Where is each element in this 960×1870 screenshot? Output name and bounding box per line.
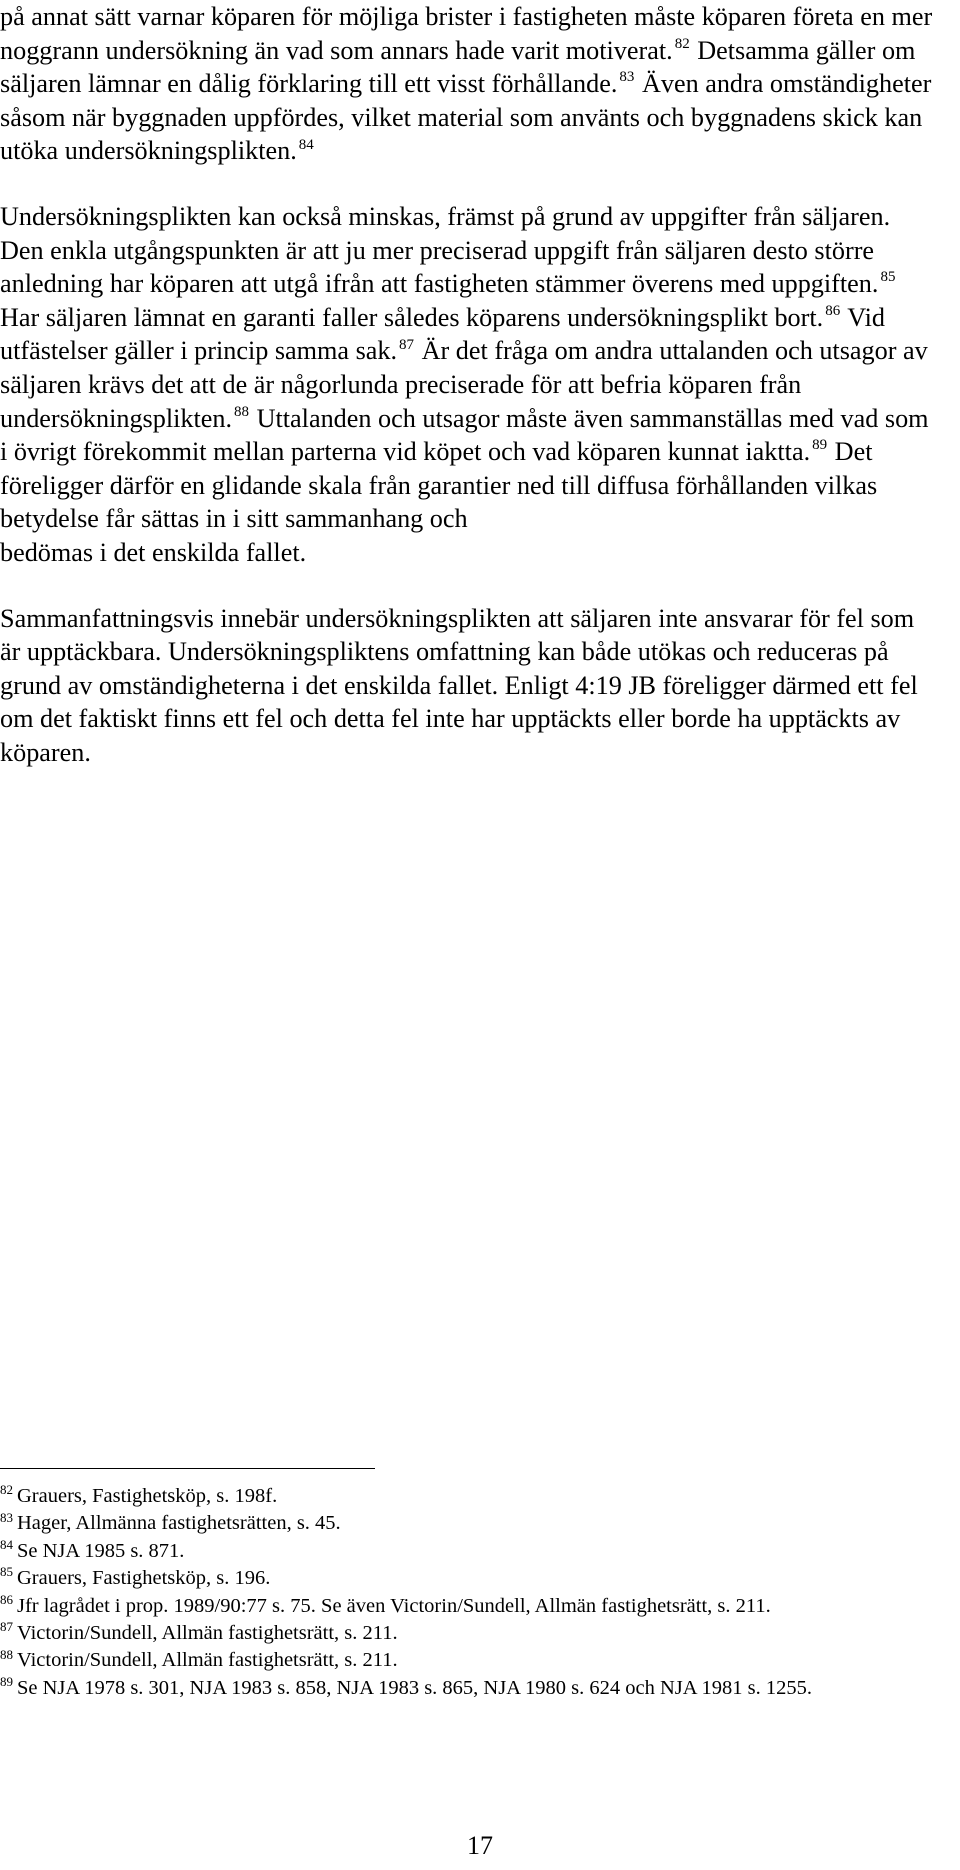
footnote-number: 86 — [0, 1591, 13, 1607]
page-number: 17 — [467, 1831, 493, 1860]
footnote-text: Jfr lagrådet i prop. 1989/90:77 s. 75. Se även Victorin/Sundell, Allmän fastighetsrätt, s. 211. — [17, 1594, 771, 1617]
footnote-ref-89[interactable]: 89 — [812, 437, 828, 454]
footnote-86 — [0, 1593, 960, 1620]
footnote-85 — [0, 1565, 960, 1592]
footnote-ref-84[interactable]: 84 — [298, 136, 314, 153]
footnote-83 — [0, 1510, 960, 1537]
paragraph-3 — [0, 602, 935, 770]
paragraph-text: Det föreligger därför en glidande skala från garantier ned till diffusa förhållanden vilkas betydelse får sättas in i sitt sammanhang och — [0, 437, 878, 534]
footnote-text: Se NJA 1985 s. 871. — [17, 1539, 185, 1562]
footnote-text: Grauers, Fastighetsköp, s. 198f. — [17, 1485, 278, 1507]
footnote-number: 82 — [0, 1482, 13, 1498]
paragraph-text: bedömas i det enskilda fallet. — [0, 537, 307, 567]
body-text — [0, 0, 935, 769]
footnote-text: Se NJA 1978 s. 301, NJA 1983 s. 858, NJA 1983 s. 865, NJA 1980 s. 624 och NJA 1981 s. 1255. — [17, 1676, 813, 1699]
footnote-82 — [0, 1483, 960, 1510]
footnote-number: 83 — [0, 1509, 13, 1525]
footnote-ref-85[interactable]: 85 — [880, 269, 896, 286]
footnote-89 — [0, 1675, 960, 1702]
footnote-ref-83[interactable]: 83 — [619, 69, 635, 86]
paragraph-text: Vid utfästelser gäller i princip samma sak. — [0, 302, 885, 366]
paragraph-text: Detsamma gäller om säljaren lämnar en dålig förklaring till ett visst förhållande. — [0, 35, 916, 99]
footnote-ref-82[interactable]: 82 — [674, 35, 690, 52]
footnote-87 — [0, 1620, 960, 1647]
footnote-text: Grauers, Fastighetsköp, s. 196. — [17, 1567, 271, 1590]
footnote-number: 88 — [0, 1646, 13, 1662]
paragraph-1 — [0, 0, 935, 168]
footnote-ref-86[interactable]: 86 — [825, 303, 841, 320]
footnote-88 — [0, 1647, 960, 1674]
footnote-text: Victorin/Sundell, Allmän fastighetsrätt, s. 211. — [17, 1649, 398, 1672]
footnote-text: Hager, Allmänna fastighetsrätten, s. 45. — [17, 1512, 341, 1535]
footnote-number: 89 — [0, 1674, 13, 1690]
paragraph-text: Sammanfattningsvis innebär undersökningsplikten att säljaren inte ansvarar för fel som är upptäckbara. Undersökningspliktens omfattning kan både utökas och reduceras på grund av omständigheterna i det enskilda fallet. Enligt 4:19 JB föreligger därmed ett fel om det faktiskt finns ett fel och detta fel inte har upptäckts eller borde ha upptäckts av köparen. — [0, 603, 918, 767]
paragraph-2 — [0, 200, 935, 570]
paragraph-text: Har säljaren lämnat en garanti faller således köparens undersökningsplikt bort. — [0, 302, 824, 332]
footnote-separator — [0, 1468, 375, 1469]
footnote-84 — [0, 1538, 960, 1565]
paragraph-text: Är det fråga om andra uttalanden och utsagor av säljaren krävs det att de är någorlunda preciserade för att befria köparen från undersökningsplikten. — [0, 336, 928, 433]
paragraph-text: på annat sätt varnar köparen för möjliga brister i fastigheten måste köparen företa en mer noggrann undersökning än vad som annars hade varit motiverat. — [0, 2, 933, 65]
footnote-ref-88[interactable]: 88 — [234, 403, 250, 420]
paragraph-text: Uttalanden och utsagor måste även sammanställas med vad som i övrigt förekommit mellan parterna vid köpet och vad köparen kunnat iaktta. — [0, 403, 929, 467]
footnote-list — [0, 1483, 960, 1702]
footnote-number: 84 — [0, 1536, 13, 1552]
footnote-ref-87[interactable]: 87 — [399, 336, 415, 353]
footnotes-section — [0, 1468, 960, 1702]
paragraph-text: Även andra omständigheter såsom när byggnaden uppfördes, vilket material som använts och byggnadens skick kan utöka undersökningsplikten. — [0, 69, 932, 166]
footnote-number: 87 — [0, 1619, 13, 1635]
footnote-text: Victorin/Sundell, Allmän fastighetsrätt, s. 211. — [17, 1622, 398, 1645]
footnote-number: 85 — [0, 1564, 13, 1580]
paragraph-text: Undersökningsplikten kan också minskas, främst på grund av uppgifter från säljaren. Den enkla utgångspunkten är att ju mer preciserad uppgift från säljaren desto större anledning har köparen att utgå ifrån att fastigheten stämmer överens med uppgiften. — [0, 201, 891, 299]
